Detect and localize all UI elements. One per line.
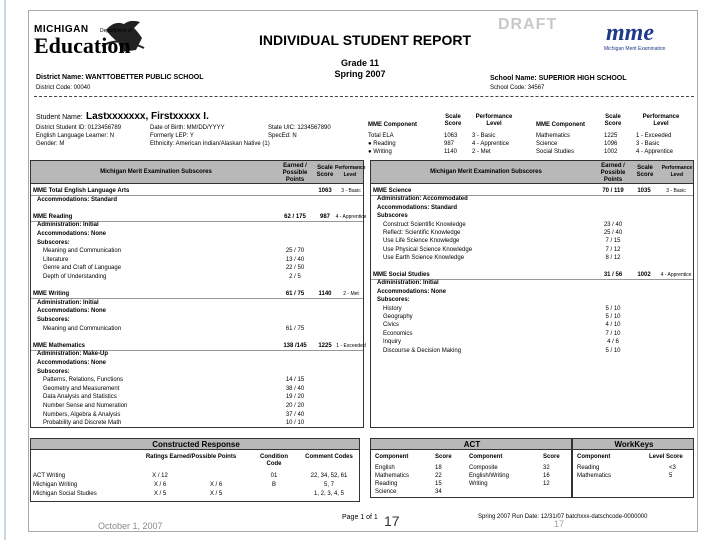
subscore-earned: 4 / 6 (607, 339, 619, 346)
constructed-header (30, 438, 360, 450)
workkeys-table (572, 438, 694, 498)
act-h4: Score (543, 454, 560, 460)
summary-left-cell: 2 - Met (472, 149, 491, 155)
summary-left-cell: ● Writing (368, 149, 392, 155)
subscore-earned: 10 / 10 (285, 420, 305, 427)
summary-right-cell: Mathematics (536, 133, 571, 139)
subscore-label: Administration: Initial (37, 222, 99, 229)
constructed-cell: X / 6 (209, 482, 223, 488)
subscore-label: Numbers, Algebra & Analysis (43, 411, 121, 418)
act-cell: 15 (435, 481, 442, 487)
mme-mark: mme (606, 20, 654, 46)
subscore-label: Meaning and Communication (43, 325, 122, 332)
subscore-earned: 19 / 20 (285, 394, 305, 401)
subscore-label: MME Science (373, 188, 412, 194)
summary-left-h3: Performance Level (475, 114, 513, 127)
summary-left-h1: MME Component (368, 122, 417, 128)
student-dob: Date of Birth: MM/DD/YYYY (150, 125, 225, 131)
subscores-right-table (370, 160, 694, 428)
act-title: ACT (463, 440, 481, 449)
constructed-cell: Michigan Writing (33, 482, 78, 488)
act-h3: Component (469, 454, 503, 460)
constructed-cell: ACT Writing (33, 473, 66, 479)
workkeys-cell: Mathematics (577, 473, 612, 479)
footer-run-date: Spring 2007 Run Date: 12/31/07 batchxxx-datschcode-0000000 (478, 514, 648, 520)
workkeys-cell: Reading (577, 465, 600, 471)
subscore-earned: 61 / 75 (285, 325, 305, 332)
summary-right (536, 110, 696, 158)
subscore-earned: 2 / 5 (289, 274, 301, 280)
subscore-scale: 1002 (637, 272, 651, 278)
subscore-perf: 3 - Basic (666, 188, 686, 194)
subscore-perf: 1 - Exceeded (336, 342, 366, 349)
subscore-label: Accommodations: None (37, 231, 107, 237)
report-season: Spring 2007 (334, 69, 386, 79)
subscore-label: Administration: Initial (377, 280, 439, 287)
act-cell: Reading (375, 481, 398, 487)
subscore-label: Administration: Make-Up (37, 351, 109, 358)
report-grade: Grade 11 (340, 58, 380, 68)
subscore-label: Data Analysis and Statistics (43, 394, 117, 401)
subscore-earned: 7 / 10 (605, 330, 621, 337)
constructed-cell: X / 5 (153, 491, 167, 497)
logo-michigan: MICHIGAN (34, 24, 89, 35)
constructed-h-ratings: Ratings Earned/Possible Points (145, 454, 237, 460)
act-cell: English (375, 465, 395, 471)
summary-right-cell: 4 - Apprentice (636, 149, 674, 155)
subscore-label: Use Earth Science Knowledge (383, 255, 465, 262)
subscore-label: Accommodations: Standard (37, 196, 118, 203)
student-ethnicity: Ethnicity: American Indian/Alaskan Native (1) (150, 141, 270, 147)
subscore-perf: 2 - Met (343, 291, 359, 298)
subscore-label: Reflect: Scientific Knowledge (383, 230, 461, 236)
subscore-earned: 5 / 10 (605, 314, 621, 320)
subscore-earned: 70 / 119 (602, 188, 624, 194)
subscore-label: Accommodations: None (37, 360, 107, 366)
act-h2: Score (435, 454, 452, 460)
student-gender: Gender: M (36, 141, 65, 147)
subscore-earned: 37 / 40 (285, 411, 305, 418)
workkeys-h2: Level Score (649, 454, 683, 460)
subscore-label: Construct Scientific Knowledge (383, 221, 466, 228)
subscore-label: Number Sense and Numeration (43, 403, 128, 409)
subscore-earned: 25 / 40 (603, 230, 623, 236)
workkeys-cell: 5 (669, 473, 673, 479)
subscore-label: Administration: Accommodated (377, 196, 468, 203)
subscore-earned: 22 / 50 (285, 265, 305, 272)
act-table (370, 438, 572, 498)
subscores-left-header (30, 160, 364, 184)
summary-left-cell: 1063 (444, 133, 458, 139)
subscore-label: Use Physical Science Knowledge (383, 246, 473, 253)
district-code: District Code: 00040 (36, 85, 91, 91)
workkeys-header (572, 438, 694, 450)
constructed-cell: B (271, 482, 276, 488)
subscore-earned: 138 /145 (283, 342, 307, 349)
subscore-label: MME Social Studies (373, 272, 430, 278)
district-name: District Name: WANTTOBETTER PUBLIC SCHOOL (36, 74, 204, 81)
workkeys-h1: Component (577, 454, 611, 460)
subscore-earned: 7 / 12 (605, 246, 621, 253)
slide-number: 17 (384, 513, 400, 529)
constructed-response-table (30, 438, 360, 502)
act-cell: 18 (435, 465, 442, 471)
summary-right-h1: MME Component (536, 122, 585, 128)
summary-left-cell: ● Reading (368, 141, 396, 147)
report-title: INDIVIDUAL STUDENT REPORT (258, 32, 472, 48)
workkeys-title: WorkKeys (614, 440, 654, 449)
subscores-left-h-perf: Performance Level (335, 165, 366, 178)
subscore-label: Probability and Discrete Math (43, 420, 122, 427)
subscore-label: MME Reading (33, 213, 73, 220)
subscore-earned: 23 / 40 (603, 221, 623, 228)
subscore-perf: 3 - Basic (341, 188, 361, 194)
michigan-education-logo (34, 16, 154, 66)
summary-left-cell: 1140 (444, 149, 457, 155)
mme-subtitle: Michigan Merit Examination (604, 46, 666, 52)
subscore-earned: 8 / 12 (605, 255, 621, 262)
subscore-label: Use Life Science Knowledge (383, 238, 460, 245)
summary-left-cell: 4 - Apprentice (472, 141, 510, 147)
summary-right-cell: 1096 (604, 141, 618, 147)
act-cell: 34 (435, 489, 442, 495)
subscore-scale: 1225 (318, 342, 332, 349)
subscore-earned: 38 / 40 (285, 385, 305, 392)
student-name: Lastxxxxxxx, Firstxxxxx I. (86, 111, 209, 122)
summary-right-cell: Social Studies (536, 149, 575, 155)
act-header (370, 438, 572, 450)
constructed-cell: 22, 34, 52, 61 (310, 473, 348, 479)
student-name-label: Student Name: (36, 114, 83, 121)
subscores-left-title: Michigan Merit Examination Subscores (100, 169, 212, 175)
subscore-label: History (383, 305, 402, 312)
act-cell: Writing (469, 481, 488, 487)
subscore-label: Civics (383, 322, 399, 329)
school-code: School Code: 34567 (490, 85, 545, 91)
constructed-cell: X / 6 (153, 482, 167, 488)
constructed-cell: X / 5 (209, 491, 223, 497)
subscores-left-h-earned: Earned / Possible Points (282, 163, 308, 183)
constructed-h-comment: Comment Codes (305, 454, 353, 460)
subscore-scale: 987 (319, 213, 330, 220)
subscore-label: Subscores (377, 213, 408, 220)
subscore-label: Subscores: (37, 239, 70, 246)
subscore-label: MME Mathematics (33, 342, 86, 349)
summary-right-h2: Scale Score (604, 114, 622, 127)
slide-number-faint: 17 (554, 519, 565, 529)
act-h1: Component (375, 454, 409, 460)
subscore-label: Genre and Craft of Language (43, 265, 122, 272)
subscore-earned: 25 / 70 (285, 248, 305, 255)
act-cell: Mathematics (375, 473, 410, 479)
subscore-label: Accommodations: None (37, 308, 107, 315)
constructed-cell: 01 (270, 473, 278, 479)
student-uic: State UIC: 1234567890 (268, 125, 331, 131)
subscore-label: Geometry and Measurement (43, 385, 120, 392)
subscores-left-table (30, 160, 367, 428)
subscore-label: MME Writing (33, 291, 70, 298)
subscore-label: Inquiry (383, 339, 402, 346)
workkeys-cell: <3 (669, 465, 676, 471)
subscore-perf: 4 - Apprentice (335, 213, 367, 220)
act-cell: 16 (543, 473, 550, 479)
student-lep: Formerly LEP: Y (150, 133, 194, 139)
act-cell: Science (375, 489, 397, 495)
subscore-label: Literature (43, 256, 69, 263)
constructed-title: Constructed Response (152, 440, 240, 449)
subscores-right-header (370, 160, 694, 184)
subscore-scale: 1063 (318, 188, 332, 194)
subscores-right-title: Michigan Merit Examination Subscores (430, 169, 542, 175)
summary-left-cell: 3 - Basic (472, 133, 496, 139)
subscore-earned: 61 / 75 (285, 291, 305, 298)
divider-top (34, 96, 694, 97)
subscore-scale: 1035 (637, 188, 651, 194)
subscore-label: Economics (383, 330, 413, 337)
subscore-earned: 14 / 15 (285, 377, 305, 384)
subscores-right-h-earned: Earned / Possible Points (600, 163, 626, 183)
summary-left-h2: Scale Score (444, 114, 462, 127)
subscores-left-h-scale: Scale Score (316, 165, 334, 178)
watermark-draft: DRAFT (498, 16, 558, 33)
subscore-earned: 62 / 175 (284, 213, 306, 220)
subscore-label: Meaning and Communication (43, 248, 122, 255)
constructed-h-condition: Condition Code (260, 454, 288, 467)
subscore-label: Subscores: (37, 317, 70, 323)
subscore-label: Patterns, Relations, Functions (43, 377, 124, 384)
mme-logo (600, 20, 692, 56)
subscore-earned: 4 / 10 (605, 322, 621, 329)
subscore-label: Subscores: (37, 368, 70, 375)
summary-right-cell: 3 - Basic (636, 141, 660, 147)
subscore-label: Discourse & Decision Making (383, 347, 462, 354)
summary-left-cell: Total ELA (368, 133, 394, 139)
subscore-label: Geography (383, 314, 413, 320)
subscores-right-h-perf: Performance Level (661, 165, 693, 178)
slide-left-accent (0, 0, 6, 540)
subscore-earned: 5 / 10 (605, 347, 621, 354)
act-cell: 22 (435, 473, 442, 479)
subscore-label: Administration: Initial (37, 299, 99, 306)
constructed-cell: X / 12 (152, 473, 168, 479)
summary-right-cell: Science (536, 141, 558, 147)
act-cell: 12 (543, 481, 550, 487)
act-cell: English/Writing (469, 473, 509, 479)
subscore-earned: 5 / 10 (605, 305, 621, 312)
summary-right-cell: 1 - Exceeded (636, 133, 672, 139)
summary-left-cell: 987 (444, 141, 455, 147)
subscore-earned: 31 / 56 (603, 272, 623, 278)
subscore-label: Depth of Understanding (43, 274, 107, 280)
subscore-perf: 4 - Apprentice (660, 272, 692, 278)
summary-right-h3: Performance Level (642, 114, 680, 127)
summary-right-cell: 1225 (604, 133, 618, 139)
school-name: School Name: SUPERIOR HIGH SCHOOL (490, 75, 627, 82)
logo-department: Department of (100, 28, 132, 34)
act-cell: Composite (469, 465, 498, 471)
constructed-cell: Michigan Social Studies (33, 491, 97, 497)
footer-page: Page 1 of 1 (342, 514, 378, 521)
subscore-label: Accommodations: Standard (377, 204, 458, 211)
subscore-earned: 13 / 40 (285, 256, 305, 263)
student-id: District Student ID: 0123456789 (36, 125, 122, 131)
subscore-label: Subscores: (377, 297, 410, 304)
subscore-earned: 20 / 20 (285, 403, 305, 409)
subscore-scale: 1140 (318, 291, 332, 298)
subscore-earned: 7 / 15 (605, 238, 621, 245)
subscores-right-h-scale: Scale Score (636, 165, 654, 178)
summary-right-cell: 1002 (604, 149, 618, 155)
student-sped: SpecEd: N (268, 133, 297, 139)
summary-left (368, 110, 528, 158)
student-ell: English Language Learner: N (36, 133, 115, 139)
act-cell: 32 (543, 465, 550, 471)
slide-date: October 1, 2007 (98, 521, 163, 531)
constructed-cell: 5, 7 (323, 482, 334, 488)
subscore-label: MME Total English Language Arts (33, 188, 130, 194)
logo-education: Education (34, 33, 131, 58)
subscore-label: Accommodations: None (377, 288, 447, 295)
constructed-cell: 1, 2, 3, 4, 5 (313, 491, 345, 497)
